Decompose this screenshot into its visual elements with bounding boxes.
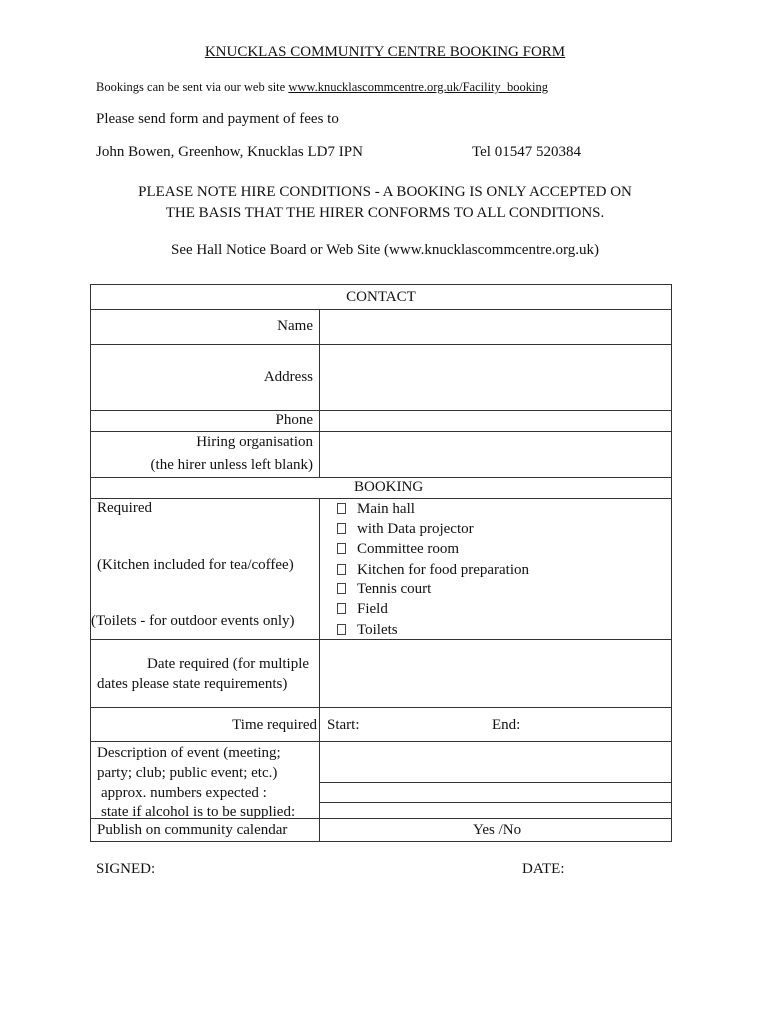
option-main-hall[interactable] <box>337 501 415 518</box>
signed-label: SIGNED: <box>96 861 156 877</box>
address-field[interactable] <box>321 346 669 409</box>
option-label: Field <box>357 601 388 617</box>
rule-name <box>91 344 671 345</box>
toilets-note: (Toilets - for outdoor events only) <box>91 613 295 629</box>
phone-field[interactable] <box>321 412 669 430</box>
option-toilets[interactable] <box>337 622 398 639</box>
rule-booking-heading <box>91 498 671 499</box>
org-label-1: Hiring organisation <box>196 434 313 450</box>
date-field[interactable] <box>321 641 669 705</box>
option-data-projector[interactable] <box>337 521 474 538</box>
option-label: Kitchen for food preparation <box>357 562 530 578</box>
hire-conditions-line-2: THE BASIS THAT THE HIRER CONFORMS TO ALL CONDITIONS. <box>165 205 605 221</box>
rule-numbers <box>319 802 671 803</box>
org-label-2: (the hirer unless left blank) <box>150 457 313 473</box>
divider-booking <box>319 498 320 841</box>
notice-board-line: See Hall Notice Board or Web Site (www.knucklascommcentre.org.uk) <box>171 242 599 258</box>
rule-org <box>91 477 671 478</box>
address-label: Address <box>263 369 313 385</box>
option-label: Committee room <box>357 541 460 557</box>
alcohol-field[interactable] <box>321 804 669 817</box>
rule-alcohol <box>91 818 671 819</box>
checkbox[interactable] <box>337 523 346 534</box>
rule-address <box>91 410 671 411</box>
rule-time <box>91 741 671 742</box>
web-booking-prefix: Bookings can be sent via our web site <box>96 80 289 94</box>
rule-phone <box>91 431 671 432</box>
divider-contact <box>319 309 320 477</box>
option-label: Toilets <box>357 622 398 638</box>
checkbox[interactable] <box>337 624 346 635</box>
checkbox[interactable] <box>337 503 346 514</box>
org-field[interactable] <box>321 433 669 476</box>
required-label: Required <box>97 500 152 516</box>
start-label[interactable]: Start: <box>327 717 360 733</box>
hire-conditions-line-1: PLEASE NOTE HIRE CONDITIONS - A BOOKING IS ONLY ACCEPTED ON <box>138 184 632 200</box>
contact-heading: CONTACT <box>346 289 416 305</box>
option-label: Main hall <box>357 501 415 517</box>
kitchen-note: (Kitchen included for tea/coffee) <box>97 557 294 573</box>
option-committee-room[interactable] <box>337 541 459 558</box>
option-label: Tennis court <box>357 581 432 597</box>
name-field[interactable] <box>321 311 669 343</box>
option-label: with Data projector <box>357 521 474 537</box>
option-kitchen[interactable] <box>337 562 529 579</box>
publish-label: Publish on community calendar <box>97 822 288 838</box>
option-tennis-court[interactable] <box>337 581 431 598</box>
description-label-1: Description of event (meeting; <box>97 745 281 761</box>
rule-date <box>91 707 671 708</box>
date-label-2: dates please state requirements) <box>97 676 288 692</box>
description-label-2: party; club; public event; etc.) <box>97 765 278 781</box>
booking-heading: BOOKING <box>354 479 424 495</box>
checkbox[interactable] <box>337 583 346 594</box>
hire-conditions <box>0 182 770 224</box>
web-booking-line <box>96 80 548 95</box>
end-label[interactable]: End: <box>492 717 521 733</box>
checkbox[interactable] <box>337 603 346 614</box>
description-field[interactable] <box>321 743 669 781</box>
telephone: Tel 01547 520384 <box>472 144 581 160</box>
rule-desc <box>319 782 671 783</box>
checkbox[interactable] <box>337 543 346 554</box>
rule-required <box>91 639 671 640</box>
web-booking-link[interactable]: www.knucklascommcentre.org.uk/Facility_booking <box>288 80 549 94</box>
form-title: KNUCKLAS COMMUNITY CENTRE BOOKING FORM <box>204 44 566 60</box>
date-signed-label: DATE: <box>522 861 565 877</box>
checkbox[interactable] <box>337 564 346 575</box>
date-label-1: Date required (for multiple <box>147 656 310 672</box>
time-label: Time required <box>232 717 317 733</box>
name-label: Name <box>277 318 313 334</box>
alcohol-label: state if alcohol is to be supplied: <box>101 804 296 818</box>
numbers-label: approx. numbers expected : <box>101 785 267 801</box>
booking-form-table <box>90 284 672 842</box>
option-field[interactable] <box>337 601 388 618</box>
publish-yes-no[interactable]: Yes /No <box>473 822 522 838</box>
send-instructions: Please send form and payment of fees to <box>96 111 339 127</box>
postal-address: John Bowen, Greenhow, Knucklas LD7 IPN <box>96 144 363 160</box>
phone-label: Phone <box>275 412 313 428</box>
rule-contact <box>91 309 671 310</box>
numbers-field[interactable] <box>321 784 669 801</box>
